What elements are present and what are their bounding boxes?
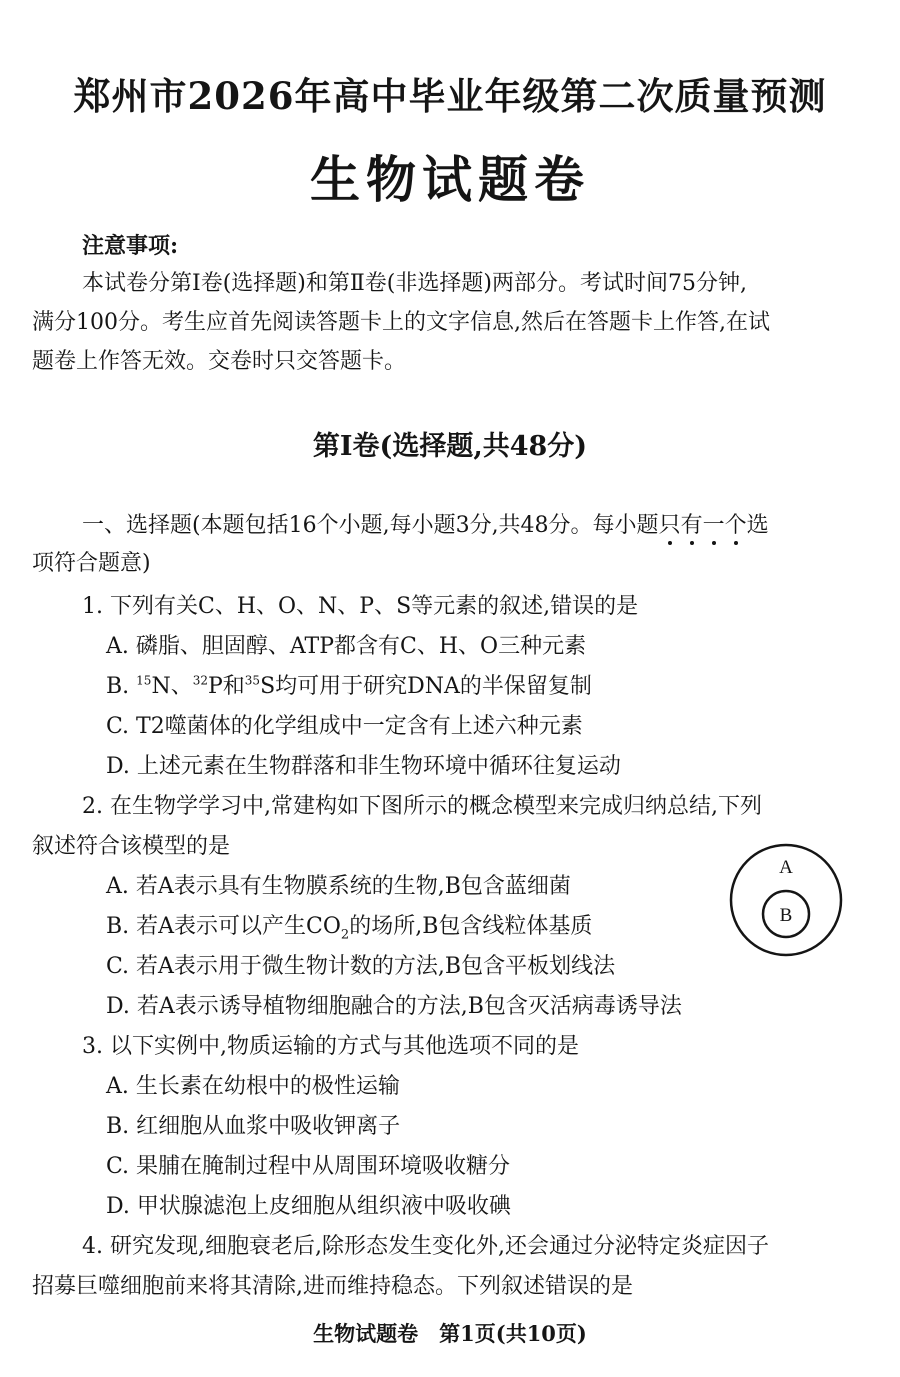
option-text: N、 — [151, 674, 193, 699]
question-3-option-d: D. 甲状腺滤泡上皮细胞从组织液中吸收碘 — [106, 1194, 511, 1219]
question-1-option-d: D. 上述元素在生物群落和非生物环境中循环往复运动 — [106, 754, 621, 779]
option-text: P和 — [207, 674, 245, 699]
emphasis-char: 个 — [725, 508, 747, 539]
page-footer: 生物试题卷 第1页(共10页) — [313, 1321, 587, 1346]
subscript: 2 — [340, 927, 350, 943]
question-4-stem: 4. 研究发现,细胞衰老后,除形态发生变化外,还会通过分泌特定炎症因子 — [82, 1234, 769, 1259]
question-2-option-d: D. 若A表示诱导植物细胞融合的方法,B包含灭活病毒诱导法 — [106, 994, 682, 1019]
section-intro — [82, 508, 769, 539]
section-title: 第Ⅰ卷(选择题,共48分) — [312, 431, 588, 462]
question-1-option-a: A. 磷脂、胆固醇、ATP都含有C、H、O三种元素 — [106, 634, 587, 659]
option-text: S均可用于研究DNA的半保留复制 — [260, 674, 592, 699]
emphasis-char: 只 — [659, 508, 681, 539]
option-text: 的场所,B包含线粒体基质 — [349, 914, 593, 939]
exam-title: 郑州市2026年高中毕业年级第二次质量预测 — [73, 74, 827, 118]
question-1-option-b — [106, 669, 592, 700]
notice-heading: 注意事项: — [82, 233, 179, 259]
question-3-option-b: B. 红细胞从血浆中吸收钾离子 — [106, 1114, 401, 1139]
question-2-option-c: C. 若A表示用于微生物计数的方法,B包含平板划线法 — [106, 954, 616, 979]
outer-circle-label: A — [779, 857, 793, 878]
question-1-option-c: C. T2噬菌体的化学组成中一定含有上述六种元素 — [106, 714, 583, 739]
exam-subject-title: 生物试题卷 — [310, 150, 590, 209]
question-2-stem: 2. 在生物学学习中,常建构如下图所示的概念模型来完成归纳总结,下列 — [82, 794, 762, 819]
option-letter: B. — [106, 674, 137, 699]
inner-circle-label: B — [779, 905, 793, 926]
question-2-option-b — [106, 909, 593, 943]
section-intro-text: 一、选择题(本题包括16个小题,每小题3分,共48分。每小题 — [82, 513, 659, 538]
question-2-stem-line2: 叙述符合该模型的是 — [32, 834, 231, 859]
notice-line: 本试卷分第Ⅰ卷(选择题)和第Ⅱ卷(非选择题)两部分。考试时间75分钟, — [82, 271, 747, 296]
section-intro-line2: 项符合题意) — [32, 551, 151, 576]
option-text: B. 若A表示可以产生CO — [106, 914, 341, 939]
question-3-option-a: A. 生长素在幼根中的极性运输 — [106, 1074, 400, 1099]
isotope-mass: 32 — [192, 673, 208, 688]
isotope-mass: 35 — [244, 673, 261, 688]
question-1-stem: 1. 下列有关C、H、O、N、P、S等元素的叙述,错误的是 — [82, 594, 639, 619]
notice-line: 满分100分。考生应首先阅读答题卡上的文字信息,然后在答题卡上作答,在试 — [32, 310, 770, 335]
notice-line: 题卷上作答无效。交卷时只交答题卡。 — [32, 349, 407, 374]
question-2-option-a: A. 若A表示具有生物膜系统的生物,B包含蓝细菌 — [106, 874, 571, 899]
question-4-stem-line2: 招募巨噬细胞前来将其清除,进而维持稳态。下列叙述错误的是 — [32, 1274, 633, 1299]
question-3-stem: 3. 以下实例中,物质运输的方式与其他选项不同的是 — [82, 1034, 579, 1059]
section-intro-text: 选 — [746, 513, 769, 538]
emphasis-char: 有 — [681, 508, 703, 539]
question-3-option-c: C. 果脯在腌制过程中从周围环境吸收糖分 — [106, 1154, 511, 1179]
isotope-mass: 15 — [136, 673, 152, 688]
concept-model-diagram — [728, 842, 844, 958]
emphasis-char: 一 — [703, 508, 725, 539]
